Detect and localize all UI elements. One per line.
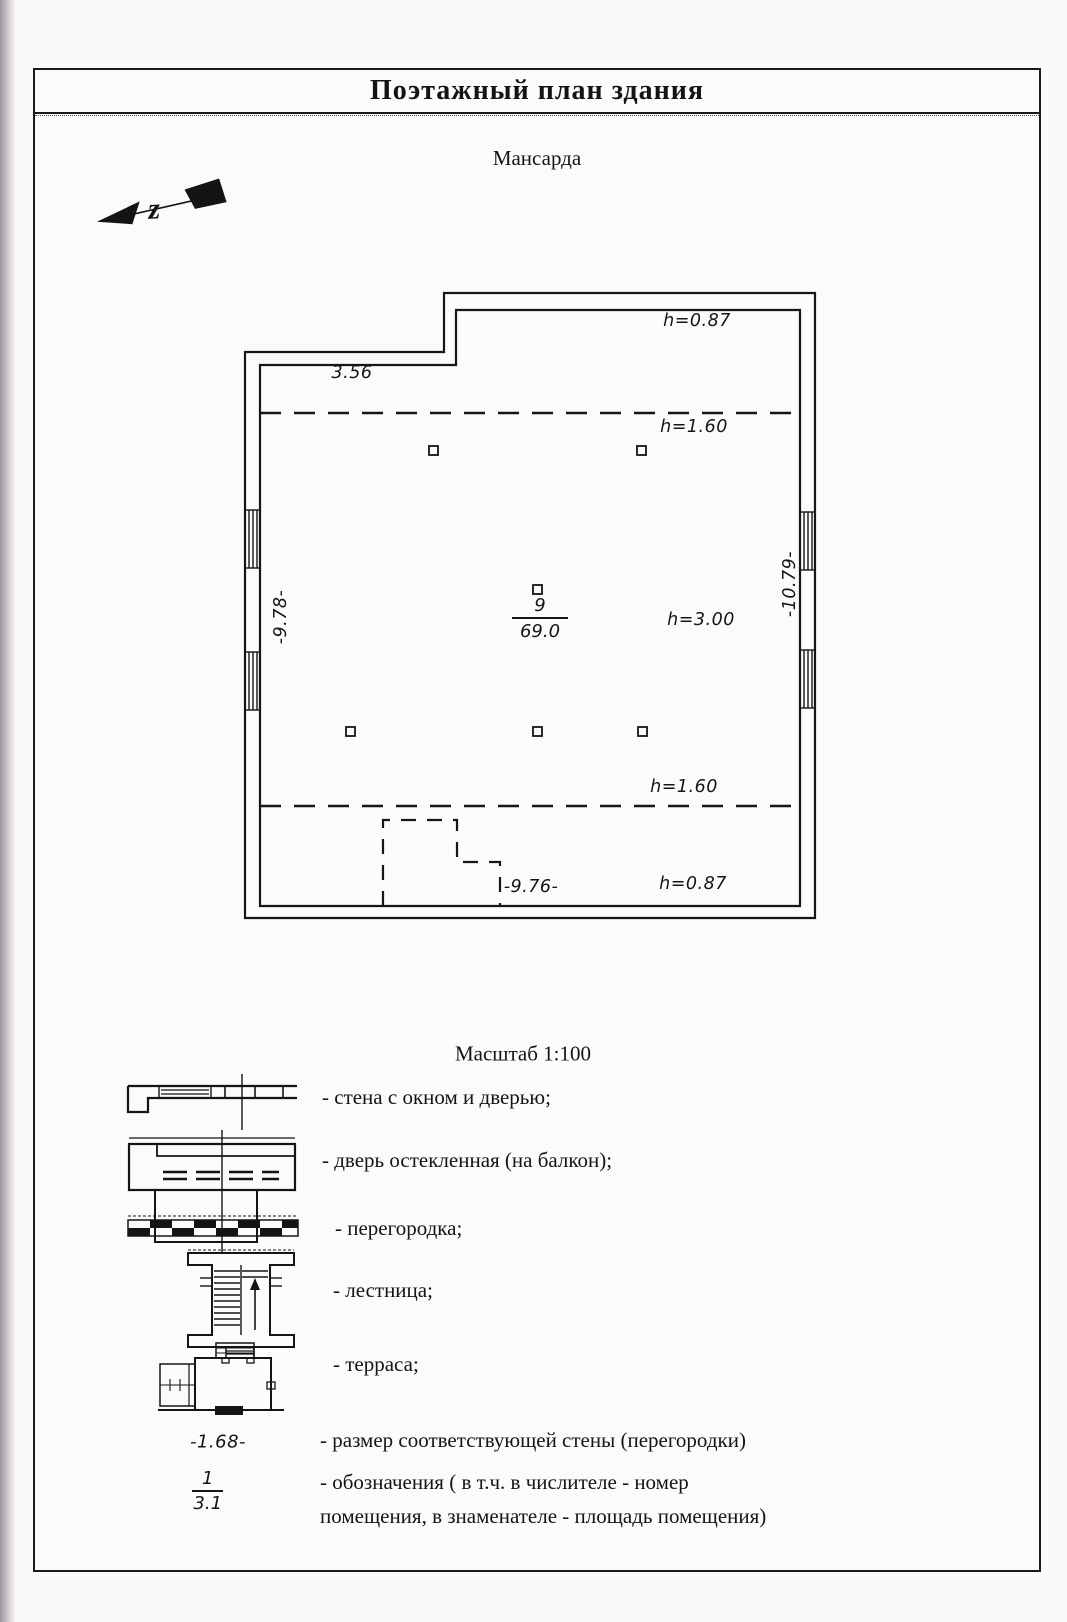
north-arrow-icon xyxy=(94,178,234,230)
window-right-lower xyxy=(800,650,815,708)
dim-left-height: -9.78- xyxy=(271,589,291,645)
columns xyxy=(346,446,647,736)
scale-label: Масштаб 1:100 xyxy=(454,1041,592,1066)
dim-h-bottom: h=0.87 xyxy=(659,874,727,894)
legend-label-wall-size: - размер соответствующей стены (перегородки) xyxy=(320,1428,746,1452)
legend-label-designation-line1: - обозначения ( в т.ч. в числителе - номер xyxy=(320,1470,689,1494)
dim-right-height: -10.79- xyxy=(780,550,800,618)
dim-h-upper: h=1.60 xyxy=(660,417,728,437)
legend-label-designation-line2: помещения, в знаменателе - площадь помещения) xyxy=(320,1504,767,1528)
dim-top-wall: 3.56 xyxy=(331,363,373,383)
dim-bottom-width: -9.76- xyxy=(503,877,559,897)
window-right-upper xyxy=(800,512,815,570)
legend-label-partition: - перегородка; xyxy=(335,1216,463,1240)
page-title: Поэтажный план здания xyxy=(369,75,705,106)
legend-label-wall-window-door: - стена с окном и дверью; xyxy=(322,1085,551,1109)
title-band xyxy=(35,70,1039,114)
legend-label-stairs: - лестница; xyxy=(333,1278,433,1302)
example-room-area: 3.1 xyxy=(193,1493,223,1514)
room-number: 9 xyxy=(512,595,568,619)
legend-label-glazed-door: - дверь остекленная (на балкон); xyxy=(322,1148,613,1172)
window-left-lower xyxy=(245,652,260,710)
partition-symbol xyxy=(126,1214,300,1242)
wall-size-example: -1.68- xyxy=(189,1431,247,1453)
dim-h-mid: h=3.00 xyxy=(667,610,735,630)
example-room-number: 1 xyxy=(192,1468,223,1492)
north-letter: z xyxy=(147,192,161,226)
dim-h-top: h=0.87 xyxy=(663,311,731,331)
wall-window-door-symbol xyxy=(125,1074,303,1130)
room-designation-example xyxy=(192,1468,223,1514)
legend-label-terrace: - терраса; xyxy=(333,1352,419,1376)
room-designation xyxy=(512,595,568,642)
scan-edge-shadow xyxy=(0,0,16,1622)
floor-name: Мансарда xyxy=(492,146,582,170)
window-left-upper xyxy=(245,510,260,568)
dim-h-lower: h=1.60 xyxy=(650,777,718,797)
room-area: 69.0 xyxy=(519,621,561,642)
terrace-symbol xyxy=(158,1342,288,1418)
stair-opening-outline xyxy=(383,820,500,906)
